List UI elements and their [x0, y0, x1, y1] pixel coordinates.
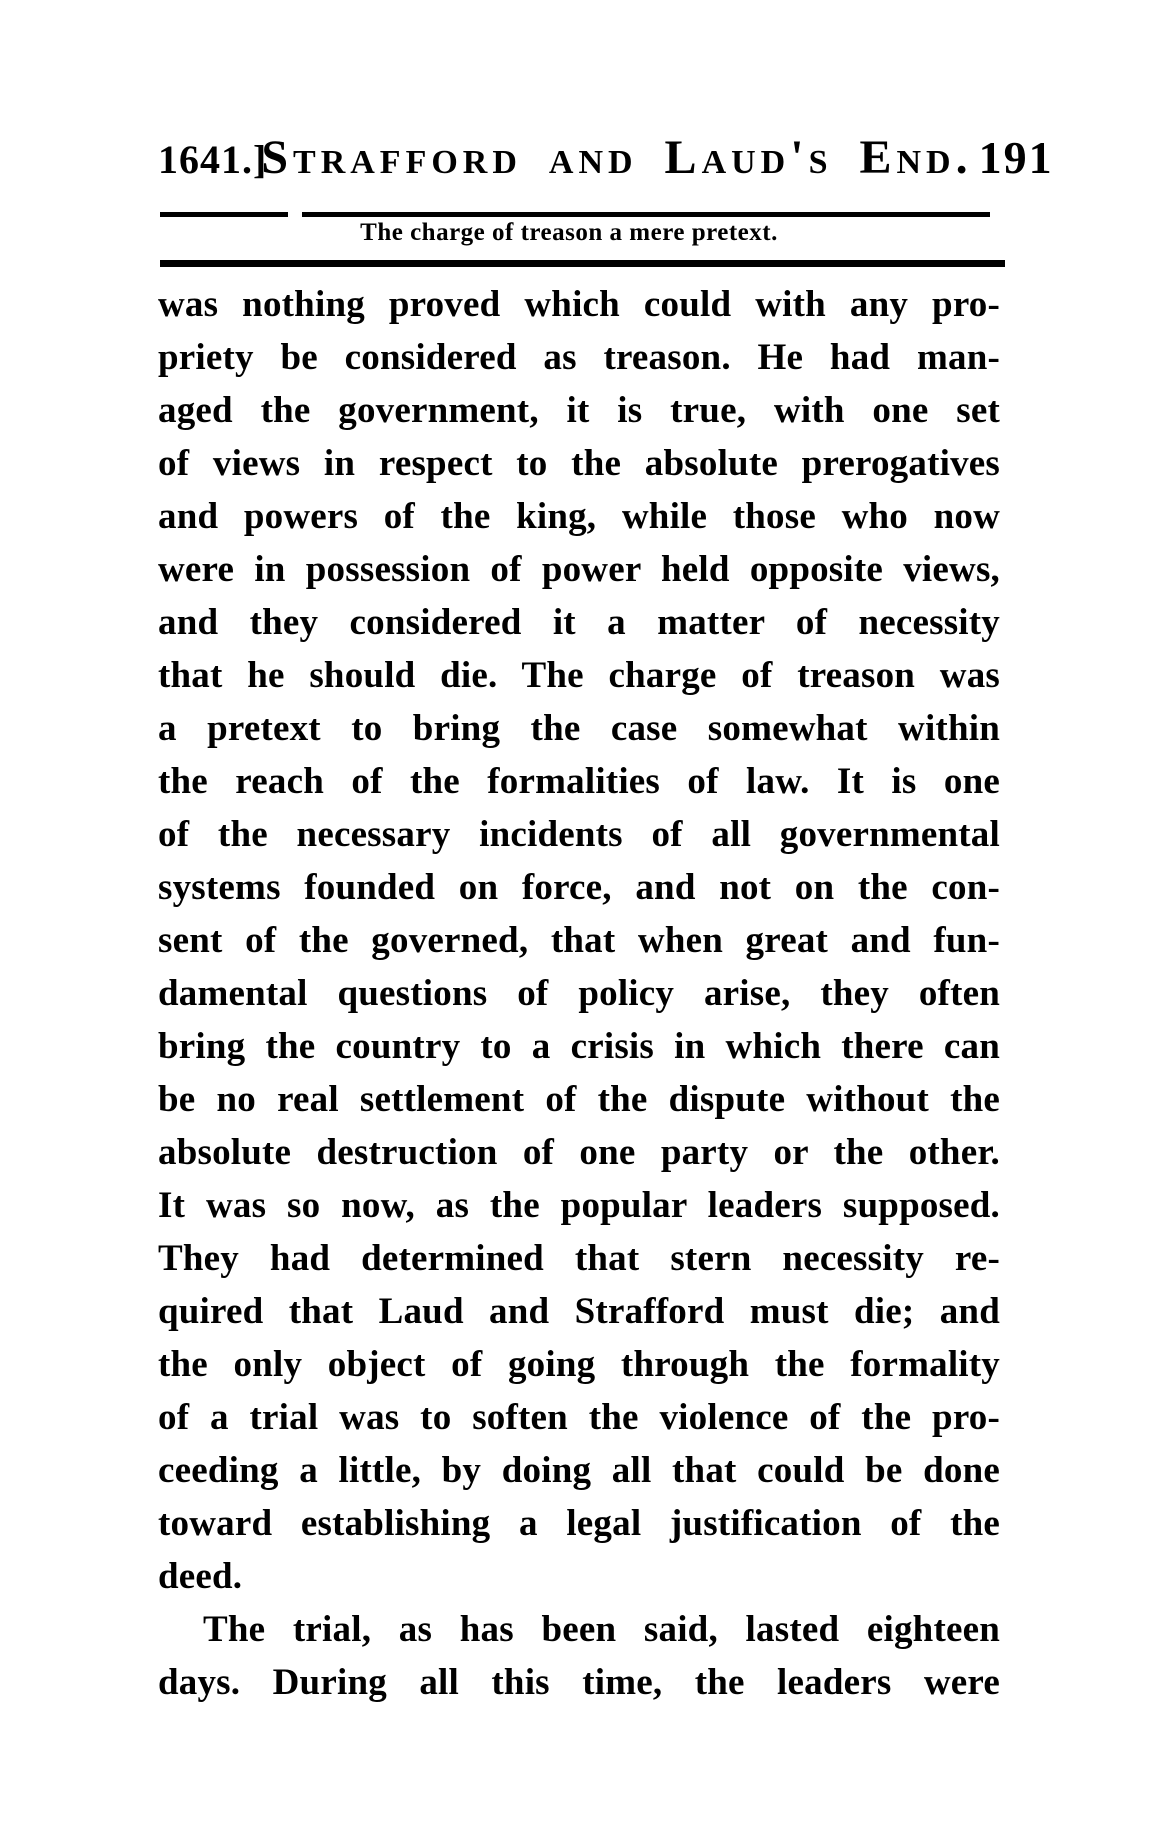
body-line: bring the country to a crisis in which there can — [158, 1026, 1000, 1067]
body-line: were in possession of power held opposite views, — [158, 549, 1000, 590]
header-year: 1641.] — [158, 137, 268, 182]
body-line: of a trial was to soften the violence of the pro- — [158, 1397, 1000, 1438]
body-line: quired that Laud and Strafford must die; and — [158, 1291, 1000, 1332]
body-line: of the necessary incidents of all governmental — [158, 814, 1000, 855]
running-title: Strafford and Laud's End. — [261, 131, 973, 184]
body-line: a pretext to bring the case somewhat within — [158, 708, 1000, 749]
body-line: priety be considered as treason. He had man- — [158, 337, 1000, 378]
body-line: days. During all this time, the leaders were — [158, 1662, 1000, 1703]
body-line: sent of the governed, that when great and fun- — [158, 920, 1000, 961]
body-line: aged the government, it is true, with one set — [158, 390, 1000, 431]
header-rule-right-segment — [302, 212, 990, 217]
body-line: absolute destruction of one party or the other. — [158, 1132, 1000, 1173]
section-caption: The charge of treason a mere pretext. — [360, 219, 778, 246]
body-line: toward establishing a legal justification of the — [158, 1503, 1000, 1544]
page-number: 191 — [978, 132, 1054, 183]
body-line: the only object of going through the formality — [158, 1344, 1000, 1385]
body-line: be no real settlement of the dispute without the — [158, 1079, 1000, 1120]
text-column — [158, 0, 1054, 1847]
body-line: systems founded on force, and not on the con- — [158, 867, 1000, 908]
body-line: was nothing proved which could with any pro- — [158, 284, 1000, 325]
body-line: It was so now, as the popular leaders supposed. — [158, 1185, 1000, 1226]
body-line: that he should die. The charge of treason was — [158, 655, 1000, 696]
body-line: the reach of the formalities of law. It is one — [158, 761, 1000, 802]
caption-rule — [160, 260, 1005, 267]
body-line: and powers of the king, while those who now — [158, 496, 1000, 537]
body-line: and they considered it a matter of necessity — [158, 602, 1000, 643]
body-line: of views in respect to the absolute prerogatives — [158, 443, 1000, 484]
header-rule-left-segment — [160, 212, 288, 217]
body-line: The trial, as has been said, lasted eighteen — [203, 1609, 1000, 1650]
body-line: They had determined that stern necessity re- — [158, 1238, 1000, 1279]
running-head — [158, 130, 1054, 185]
body-line: ceeding a little, by doing all that could be done — [158, 1450, 1000, 1491]
body-text — [158, 278, 1000, 1709]
body-line: damental questions of policy arise, they often — [158, 973, 1000, 1014]
body-line: deed. — [158, 1556, 243, 1597]
